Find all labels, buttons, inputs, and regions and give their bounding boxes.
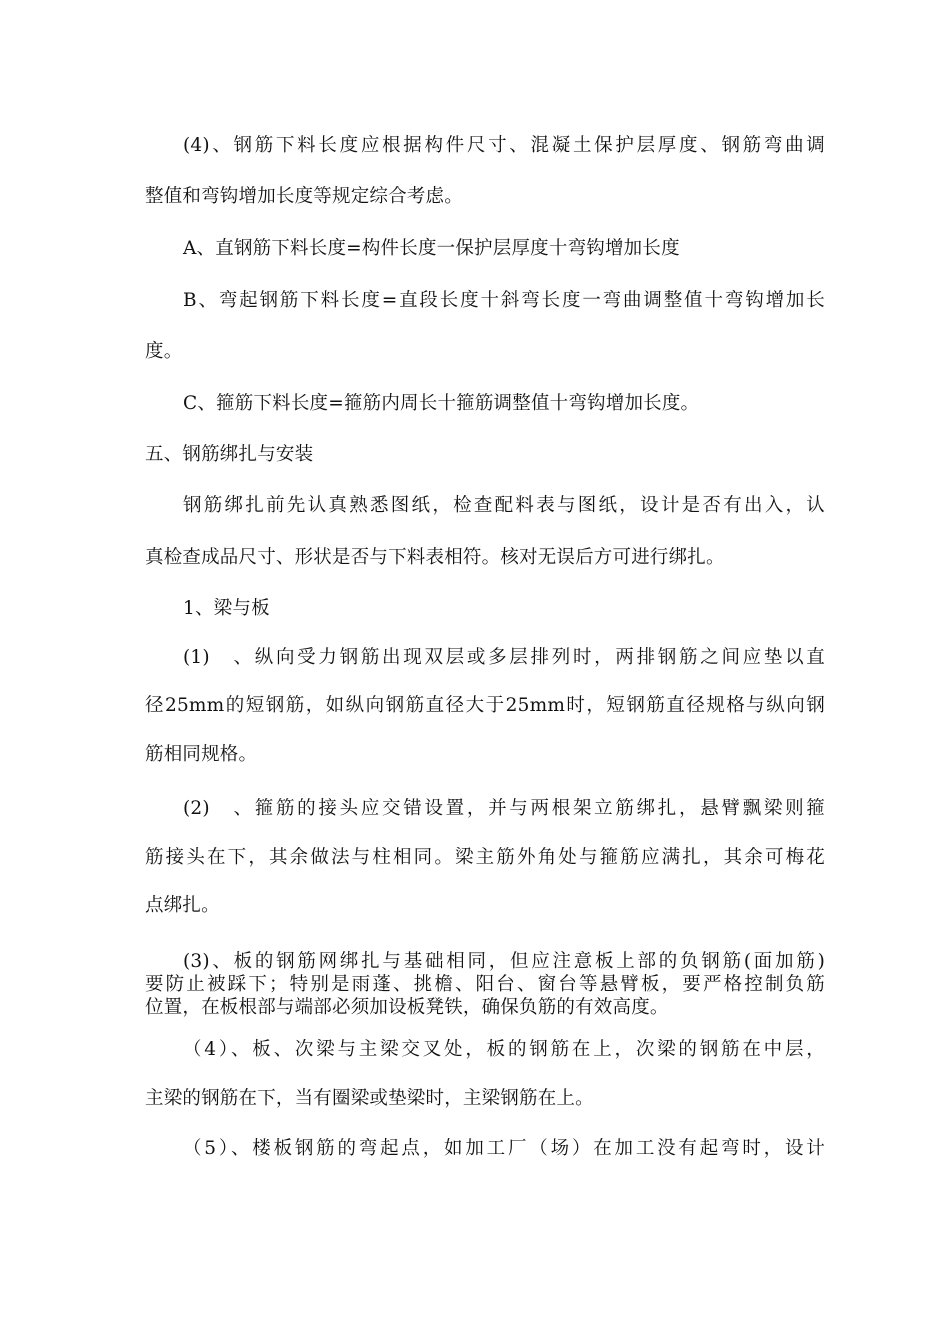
binding-intro-line-2: 真检查成品尺寸、形状是否与下料表相符。核对无误后方可进行绑扎。 (145, 547, 725, 568)
subheading-beam-slab: 1、梁与板 (183, 598, 270, 619)
item-1-line-2: 径25mm的短钢筋，如纵向钢筋直径大于25mm时，短钢筋直径规格与纵向钢 (145, 695, 825, 716)
item-4-line-1: （4）、板、次梁与主梁交叉处，板的钢筋在上，次梁的钢筋在中层， (183, 1039, 825, 1060)
paragraph-b-line-1: B、弯起钢筋下料长度=直段长度十斜弯长度一弯曲调整值十弯钩增加长 (183, 290, 825, 311)
item-2-line-2: 筋接头在下，其余做法与柱相同。梁主筋外角处与箍筋应满扎，其余可梅花 (145, 847, 825, 868)
paragraph-4-line-2: 整值和弯钩增加长度等规定综合考虑。 (145, 186, 463, 207)
item-1-line-3: 筋相同规格。 (145, 744, 258, 765)
item-3-line-1: (3)、板的钢筋网绑扎与基础相同，但应注意板上部的负钢筋(面加筋) (183, 951, 825, 972)
paragraph-b-line-2: 度。 (145, 341, 183, 362)
section-heading-5: 五、钢筋绑扎与安装 (145, 444, 314, 465)
item-1-line-1: (1) 、纵向受力钢筋出现双层或多层排列时，两排钢筋之间应垫以直 (183, 647, 825, 668)
item-3-line-3: 位置，在板根部与端部必须加设板凳铁，确保负筋的有效高度。 (145, 997, 669, 1018)
binding-intro-line-1: 钢筋绑扎前先认真熟悉图纸，检查配料表与图纸，设计是否有出入，认 (183, 495, 825, 516)
item-2-line-1: (2) 、箍筋的接头应交错设置，并与两根架立筋绑扎，悬臂飘梁则箍 (183, 798, 825, 819)
item-2-line-3: 点绑扎。 (145, 895, 220, 916)
item-3-line-2: 要防止被踩下；特别是雨蓬、挑檐、阳台、窗台等悬臂板，要严格控制负筋 (145, 974, 825, 995)
item-4-line-2: 主梁的钢筋在下，当有圈梁或垫梁时，主梁钢筋在上。 (145, 1088, 594, 1109)
item-5-line-1: （5）、楼板钢筋的弯起点，如加工厂（场）在加工没有起弯时，设计 (183, 1138, 825, 1159)
paragraph-c: C、箍筋下料长度=箍筋内周长十箍筋调整值十弯钩增加长度。 (183, 393, 700, 414)
paragraph-a: A、直钢筋下料长度=构件长度一保护层厚度十弯钩增加长度 (183, 238, 680, 259)
paragraph-4-line-1: (4)、钢筋下料长度应根据构件尺寸、混凝土保护层厚度、钢筋弯曲调 (183, 135, 825, 156)
